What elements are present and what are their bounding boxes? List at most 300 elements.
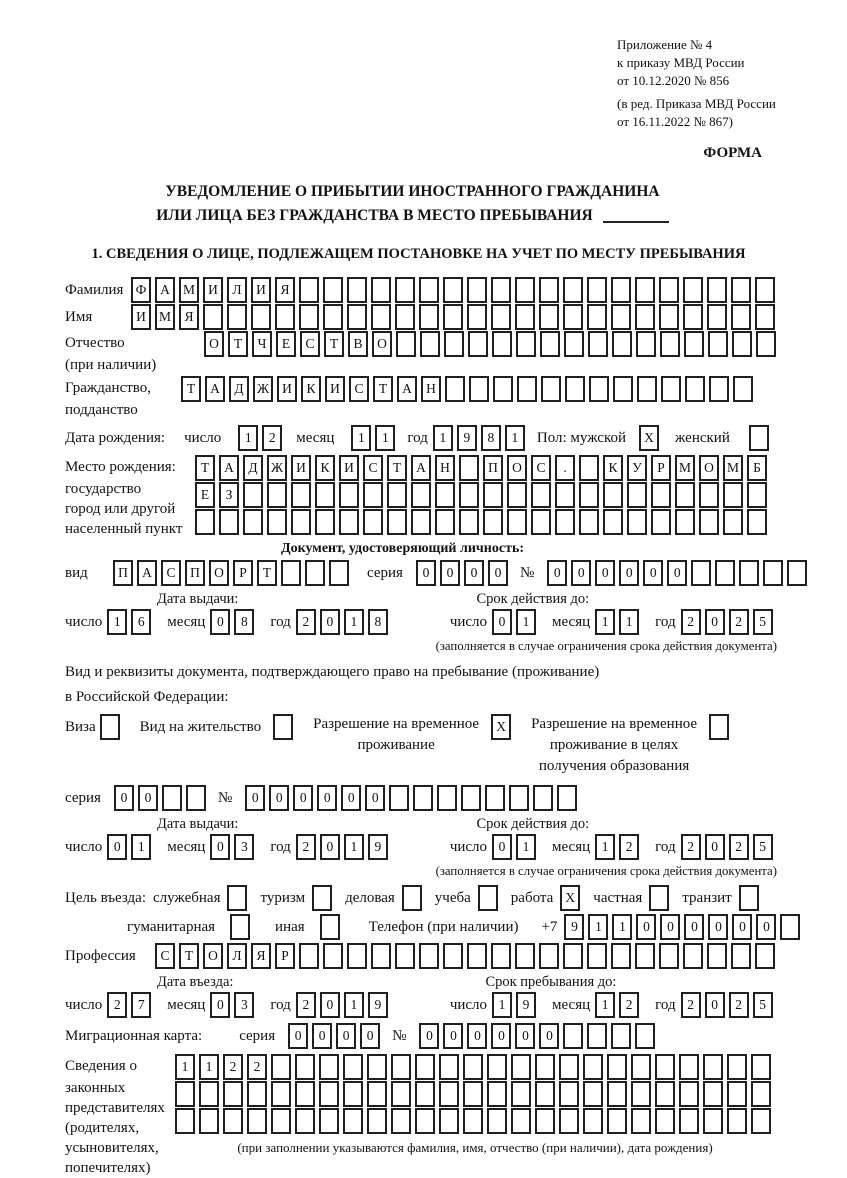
form-cell[interactable] [539, 277, 559, 303]
form-cell[interactable]: 0 [288, 1023, 308, 1049]
form-cell[interactable] [587, 304, 607, 330]
representatives-row3-cells[interactable] [175, 1108, 775, 1134]
form-cell[interactable] [651, 482, 671, 508]
form-cell[interactable]: Р [233, 560, 253, 586]
form-cell[interactable]: Р [651, 455, 671, 481]
form-cell[interactable]: И [277, 376, 297, 402]
form-cell[interactable] [723, 482, 743, 508]
form-cell[interactable] [387, 509, 407, 535]
form-cell[interactable] [603, 509, 623, 535]
form-cell[interactable] [535, 1108, 555, 1134]
form-cell[interactable] [555, 482, 575, 508]
form-cell[interactable]: 1 [516, 834, 536, 860]
residence-series-cells[interactable] [114, 785, 210, 811]
visa-checkbox[interactable] [100, 714, 124, 740]
form-cell[interactable]: 0 [732, 914, 752, 940]
form-cell[interactable] [347, 943, 367, 969]
form-cell[interactable]: 0 [619, 560, 639, 586]
doc-type-cells[interactable] [113, 560, 353, 586]
form-cell[interactable] [707, 277, 727, 303]
form-cell[interactable]: П [113, 560, 133, 586]
form-cell[interactable]: 1 [516, 609, 536, 635]
form-cell[interactable] [243, 509, 263, 535]
rvp-checkbox[interactable] [491, 714, 515, 740]
form-cell[interactable]: 0 [245, 785, 265, 811]
form-cell[interactable]: 2 [729, 992, 749, 1018]
form-cell[interactable]: 0 [708, 914, 728, 940]
rvp-edu-checkbox[interactable] [709, 714, 733, 740]
form-cell[interactable] [583, 1081, 603, 1107]
form-cell[interactable] [564, 331, 584, 357]
stay-day-cells[interactable] [492, 992, 540, 1018]
form-cell[interactable] [565, 376, 585, 402]
form-cell[interactable] [587, 943, 607, 969]
form-cell[interactable] [649, 885, 669, 911]
form-cell[interactable] [227, 304, 247, 330]
form-cell[interactable] [223, 1108, 243, 1134]
form-cell[interactable] [443, 304, 463, 330]
form-cell[interactable] [391, 1108, 411, 1134]
form-cell[interactable] [709, 376, 729, 402]
form-cell[interactable]: 0 [360, 1023, 380, 1049]
form-cell[interactable]: Д [243, 455, 263, 481]
form-cell[interactable]: 0 [341, 785, 361, 811]
form-cell[interactable]: Т [179, 943, 199, 969]
form-cell[interactable]: 0 [210, 834, 230, 860]
form-cell[interactable]: 0 [539, 1023, 559, 1049]
form-cell[interactable] [557, 785, 577, 811]
stay-month-cells[interactable] [595, 992, 643, 1018]
form-cell[interactable]: 1 [595, 992, 615, 1018]
form-cell[interactable] [763, 560, 783, 586]
form-cell[interactable] [483, 482, 503, 508]
form-cell[interactable] [659, 943, 679, 969]
form-cell[interactable] [739, 885, 759, 911]
form-cell[interactable]: Л [227, 943, 247, 969]
form-cell[interactable]: 0 [491, 1023, 511, 1049]
form-cell[interactable] [539, 943, 559, 969]
form-cell[interactable] [675, 509, 695, 535]
form-cell[interactable]: Р [275, 943, 295, 969]
form-cell[interactable]: Я [275, 277, 295, 303]
form-cell[interactable]: 0 [312, 1023, 332, 1049]
form-cell[interactable]: И [339, 455, 359, 481]
form-cell[interactable] [727, 1081, 747, 1107]
form-cell[interactable] [611, 1023, 631, 1049]
form-cell[interactable] [402, 885, 422, 911]
form-cell[interactable] [415, 1081, 435, 1107]
residence-issue-day-cells[interactable] [107, 834, 155, 860]
form-cell[interactable]: 9 [368, 834, 388, 860]
form-cell[interactable]: О [699, 455, 719, 481]
form-cell[interactable] [563, 304, 583, 330]
form-cell[interactable] [563, 943, 583, 969]
form-cell[interactable] [703, 1081, 723, 1107]
birth-year-cells[interactable] [433, 425, 529, 451]
form-cell[interactable] [100, 714, 120, 740]
form-cell[interactable] [540, 331, 560, 357]
form-cell[interactable] [747, 482, 767, 508]
form-cell[interactable] [607, 1081, 627, 1107]
form-cell[interactable] [395, 943, 415, 969]
form-cell[interactable] [275, 304, 295, 330]
form-cell[interactable]: Ж [267, 455, 287, 481]
residence-valid-day-cells[interactable] [492, 834, 540, 860]
form-cell[interactable]: И [325, 376, 345, 402]
form-cell[interactable]: 0 [547, 560, 567, 586]
form-cell[interactable] [295, 1081, 315, 1107]
form-cell[interactable]: П [483, 455, 503, 481]
form-cell[interactable]: 9 [368, 992, 388, 1018]
form-cell[interactable] [708, 331, 728, 357]
form-cell[interactable] [589, 376, 609, 402]
form-cell[interactable] [291, 482, 311, 508]
form-cell[interactable] [491, 277, 511, 303]
purpose-study-checkbox[interactable] [478, 885, 502, 911]
form-cell[interactable] [751, 1054, 771, 1080]
form-cell[interactable] [511, 1081, 531, 1107]
form-cell[interactable]: 6 [131, 609, 151, 635]
form-cell[interactable]: 2 [619, 992, 639, 1018]
passport-issue-month-cells[interactable] [210, 609, 258, 635]
form-cell[interactable] [389, 785, 409, 811]
form-cell[interactable] [347, 277, 367, 303]
form-cell[interactable] [271, 1108, 291, 1134]
form-cell[interactable]: 2 [223, 1054, 243, 1080]
birth-place-row1-cells[interactable] [195, 455, 771, 481]
form-cell[interactable]: 0 [492, 609, 512, 635]
form-cell[interactable] [683, 304, 703, 330]
passport-valid-day-cells[interactable] [492, 609, 540, 635]
form-cell[interactable] [603, 482, 623, 508]
form-cell[interactable] [247, 1081, 267, 1107]
form-cell[interactable] [491, 304, 511, 330]
form-cell[interactable] [780, 914, 800, 940]
form-cell[interactable]: М [179, 277, 199, 303]
passport-issue-year-cells[interactable] [296, 609, 392, 635]
residence-valid-month-cells[interactable] [595, 834, 643, 860]
form-cell[interactable] [661, 376, 681, 402]
form-cell[interactable] [291, 509, 311, 535]
form-cell[interactable] [251, 304, 271, 330]
form-cell[interactable]: 0 [705, 992, 725, 1018]
form-cell[interactable] [323, 277, 343, 303]
form-cell[interactable] [659, 277, 679, 303]
form-cell[interactable] [607, 1054, 627, 1080]
form-cell[interactable]: 1 [238, 425, 258, 451]
form-cell[interactable] [199, 1108, 219, 1134]
form-cell[interactable] [555, 509, 575, 535]
form-cell[interactable]: 0 [365, 785, 385, 811]
form-cell[interactable] [487, 1108, 507, 1134]
form-cell[interactable]: В [348, 331, 368, 357]
form-cell[interactable] [371, 304, 391, 330]
form-cell[interactable]: 0 [636, 914, 656, 940]
purpose-work-checkbox[interactable] [560, 885, 584, 911]
form-cell[interactable]: 0 [320, 834, 340, 860]
form-cell[interactable]: 1 [433, 425, 453, 451]
form-cell[interactable] [195, 509, 215, 535]
form-cell[interactable] [419, 277, 439, 303]
form-cell[interactable] [755, 277, 775, 303]
form-cell[interactable] [461, 785, 481, 811]
form-cell[interactable] [323, 304, 343, 330]
form-cell[interactable]: С [349, 376, 369, 402]
form-cell[interactable]: 0 [684, 914, 704, 940]
form-cell[interactable] [315, 482, 335, 508]
form-cell[interactable] [162, 785, 182, 811]
form-cell[interactable] [367, 1081, 387, 1107]
form-cell[interactable] [186, 785, 206, 811]
form-cell[interactable] [295, 1108, 315, 1134]
form-cell[interactable]: И [131, 304, 151, 330]
form-cell[interactable] [583, 1054, 603, 1080]
form-cell[interactable] [627, 509, 647, 535]
form-cell[interactable] [715, 560, 735, 586]
entry-day-cells[interactable] [107, 992, 155, 1018]
form-cell[interactable] [343, 1054, 363, 1080]
form-cell[interactable]: X [491, 714, 511, 740]
form-cell[interactable] [709, 714, 729, 740]
form-cell[interactable] [347, 304, 367, 330]
form-cell[interactable] [320, 914, 340, 940]
form-cell[interactable] [727, 1108, 747, 1134]
form-cell[interactable]: 1 [505, 425, 525, 451]
form-cell[interactable] [443, 277, 463, 303]
purpose-official-checkbox[interactable] [227, 885, 251, 911]
form-cell[interactable] [515, 277, 535, 303]
form-cell[interactable] [371, 943, 391, 969]
form-cell[interactable] [219, 509, 239, 535]
form-cell[interactable]: Т [181, 376, 201, 402]
form-cell[interactable]: Д [229, 376, 249, 402]
form-cell[interactable] [755, 943, 775, 969]
form-cell[interactable] [175, 1081, 195, 1107]
form-cell[interactable] [587, 1023, 607, 1049]
form-cell[interactable] [363, 482, 383, 508]
form-cell[interactable] [517, 376, 537, 402]
form-cell[interactable] [683, 277, 703, 303]
form-cell[interactable] [203, 304, 223, 330]
form-cell[interactable] [631, 1054, 651, 1080]
form-cell[interactable]: О [209, 560, 229, 586]
form-cell[interactable] [563, 277, 583, 303]
form-cell[interactable]: С [531, 455, 551, 481]
form-cell[interactable]: 2 [619, 834, 639, 860]
stay-year-cells[interactable] [681, 992, 777, 1018]
form-cell[interactable] [343, 1108, 363, 1134]
form-cell[interactable] [699, 509, 719, 535]
form-cell[interactable] [491, 943, 511, 969]
form-cell[interactable]: 2 [107, 992, 127, 1018]
form-cell[interactable] [635, 277, 655, 303]
form-cell[interactable] [637, 376, 657, 402]
form-cell[interactable] [747, 509, 767, 535]
form-cell[interactable]: К [301, 376, 321, 402]
form-cell[interactable]: 5 [753, 992, 773, 1018]
form-cell[interactable]: 0 [515, 1023, 535, 1049]
form-cell[interactable]: Л [227, 277, 247, 303]
form-cell[interactable] [435, 482, 455, 508]
form-cell[interactable] [299, 943, 319, 969]
form-cell[interactable] [419, 304, 439, 330]
form-cell[interactable] [703, 1054, 723, 1080]
form-cell[interactable]: Т [195, 455, 215, 481]
form-cell[interactable] [319, 1108, 339, 1134]
form-cell[interactable] [631, 1108, 651, 1134]
form-cell[interactable]: 2 [296, 834, 316, 860]
form-cell[interactable]: 3 [234, 834, 254, 860]
form-cell[interactable] [755, 304, 775, 330]
form-cell[interactable] [631, 1081, 651, 1107]
form-cell[interactable] [731, 277, 751, 303]
form-cell[interactable]: А [137, 560, 157, 586]
form-cell[interactable] [731, 304, 751, 330]
purpose-tourism-checkbox[interactable] [312, 885, 336, 911]
form-cell[interactable]: 2 [296, 992, 316, 1018]
form-cell[interactable]: 0 [320, 609, 340, 635]
form-cell[interactable]: О [204, 331, 224, 357]
form-cell[interactable] [371, 277, 391, 303]
birth-place-row3-cells[interactable] [195, 509, 771, 535]
form-cell[interactable] [679, 1054, 699, 1080]
form-cell[interactable]: 1 [612, 914, 632, 940]
form-cell[interactable] [559, 1108, 579, 1134]
purpose-humanitarian-checkbox[interactable] [230, 914, 254, 940]
form-cell[interactable]: 0 [667, 560, 687, 586]
form-cell[interactable] [511, 1108, 531, 1134]
form-cell[interactable] [507, 509, 527, 535]
form-cell[interactable] [655, 1081, 675, 1107]
residence-number-cells[interactable] [245, 785, 581, 811]
form-cell[interactable]: 1 [588, 914, 608, 940]
form-cell[interactable] [511, 1054, 531, 1080]
form-cell[interactable]: 0 [595, 560, 615, 586]
form-cell[interactable]: Т [387, 455, 407, 481]
form-cell[interactable]: 0 [210, 992, 230, 1018]
residence-valid-year-cells[interactable] [681, 834, 777, 860]
form-cell[interactable] [509, 785, 529, 811]
form-cell[interactable] [415, 1108, 435, 1134]
form-cell[interactable]: 1 [492, 992, 512, 1018]
form-cell[interactable]: 0 [660, 914, 680, 940]
entry-month-cells[interactable] [210, 992, 258, 1018]
form-cell[interactable] [541, 376, 561, 402]
form-cell[interactable]: 2 [729, 834, 749, 860]
form-cell[interactable]: 1 [131, 834, 151, 860]
form-cell[interactable]: 0 [114, 785, 134, 811]
form-cell[interactable]: С [161, 560, 181, 586]
form-cell[interactable]: . [555, 455, 575, 481]
form-cell[interactable] [435, 509, 455, 535]
form-cell[interactable] [587, 277, 607, 303]
form-cell[interactable] [315, 509, 335, 535]
form-cell[interactable] [271, 1081, 291, 1107]
form-cell[interactable] [683, 943, 703, 969]
form-cell[interactable]: 5 [753, 609, 773, 635]
form-cell[interactable] [415, 1054, 435, 1080]
form-cell[interactable] [459, 482, 479, 508]
form-cell[interactable] [437, 785, 457, 811]
form-cell[interactable]: Т [257, 560, 277, 586]
form-cell[interactable] [467, 304, 487, 330]
form-cell[interactable] [611, 943, 631, 969]
form-cell[interactable]: 2 [296, 609, 316, 635]
form-cell[interactable]: 5 [753, 834, 773, 860]
form-cell[interactable]: 1 [107, 609, 127, 635]
form-cell[interactable]: 1 [595, 609, 615, 635]
birth-place-row2-cells[interactable] [195, 482, 771, 508]
form-cell[interactable] [659, 304, 679, 330]
form-cell[interactable] [531, 482, 551, 508]
form-cell[interactable] [751, 1081, 771, 1107]
form-cell[interactable]: 1 [175, 1054, 195, 1080]
passport-valid-year-cells[interactable] [681, 609, 777, 635]
form-cell[interactable] [295, 1054, 315, 1080]
form-cell[interactable]: 0 [464, 560, 484, 586]
form-cell[interactable] [612, 331, 632, 357]
form-cell[interactable]: 1 [375, 425, 395, 451]
form-cell[interactable] [478, 885, 498, 911]
form-cell[interactable] [756, 331, 776, 357]
form-cell[interactable] [305, 560, 325, 586]
form-cell[interactable]: И [291, 455, 311, 481]
form-cell[interactable]: 0 [416, 560, 436, 586]
form-cell[interactable] [699, 482, 719, 508]
form-cell[interactable] [493, 376, 513, 402]
form-cell[interactable]: 8 [481, 425, 501, 451]
form-cell[interactable]: А [205, 376, 225, 402]
form-cell[interactable]: К [315, 455, 335, 481]
form-cell[interactable]: 0 [107, 834, 127, 860]
form-cell[interactable] [459, 509, 479, 535]
form-cell[interactable] [707, 304, 727, 330]
form-cell[interactable]: С [363, 455, 383, 481]
form-cell[interactable]: 0 [293, 785, 313, 811]
purpose-other-checkbox[interactable] [320, 914, 344, 940]
form-cell[interactable] [611, 304, 631, 330]
form-cell[interactable] [419, 943, 439, 969]
form-cell[interactable] [273, 714, 293, 740]
form-cell[interactable] [267, 509, 287, 535]
passport-valid-month-cells[interactable] [595, 609, 643, 635]
name-cells[interactable] [131, 304, 779, 330]
form-cell[interactable] [487, 1081, 507, 1107]
migration-series-cells[interactable] [288, 1023, 384, 1049]
form-cell[interactable]: 1 [595, 834, 615, 860]
form-cell[interactable] [732, 331, 752, 357]
form-cell[interactable] [739, 560, 759, 586]
form-cell[interactable] [535, 1081, 555, 1107]
form-cell[interactable] [395, 304, 415, 330]
form-cell[interactable]: О [507, 455, 527, 481]
form-cell[interactable] [703, 1108, 723, 1134]
form-cell[interactable]: X [560, 885, 580, 911]
birth-day-cells[interactable] [238, 425, 286, 451]
form-cell[interactable]: 0 [492, 834, 512, 860]
form-cell[interactable]: 0 [705, 834, 725, 860]
passport-issue-day-cells[interactable] [107, 609, 155, 635]
form-cell[interactable] [579, 509, 599, 535]
form-cell[interactable] [733, 376, 753, 402]
form-cell[interactable] [367, 1108, 387, 1134]
form-cell[interactable] [339, 482, 359, 508]
form-cell[interactable]: А [411, 455, 431, 481]
form-cell[interactable]: 0 [705, 609, 725, 635]
form-cell[interactable] [559, 1054, 579, 1080]
form-cell[interactable]: 9 [564, 914, 584, 940]
form-cell[interactable] [607, 1108, 627, 1134]
